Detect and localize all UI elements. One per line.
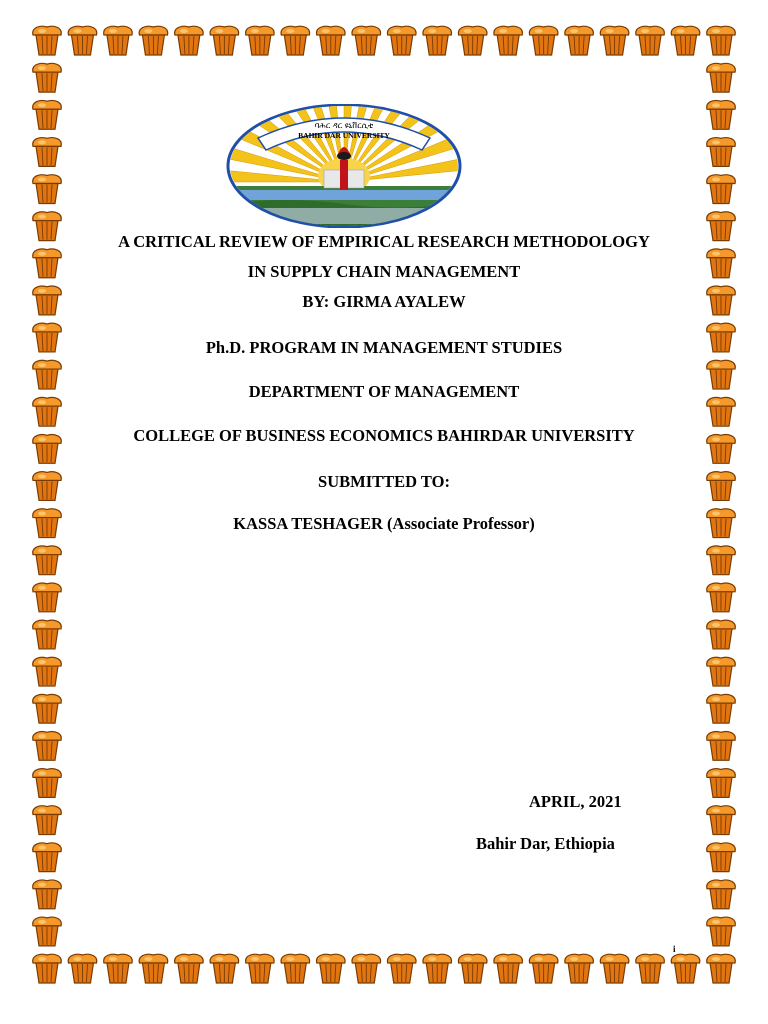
muffin-icon: [529, 954, 558, 983]
muffin-icon: [139, 954, 168, 983]
muffin-icon: [600, 954, 629, 983]
department-line: DEPARTMENT OF MANAGEMENT: [248, 382, 520, 401]
muffin-icon: [458, 954, 487, 983]
muffin-icon: [707, 620, 736, 649]
place-line: Bahir Dar, Ethiopia: [476, 834, 615, 853]
muffin-icon: [707, 694, 736, 723]
muffin-icon: [281, 954, 310, 983]
advisor-name: KASSA TESHAGER: [233, 514, 383, 533]
muffin-icon: [707, 101, 736, 130]
muffin-icon: [281, 26, 310, 55]
muffin-icon: [387, 954, 416, 983]
muffin-icon: [33, 769, 62, 798]
muffin-icon: [33, 843, 62, 872]
advisor-line: [0, 514, 768, 534]
advisor-title: (Associate Professor): [387, 514, 535, 533]
college-line: COLLEGE OF BUSINESS ECONOMICS BAHIRDAR UNIVERSITY: [133, 426, 635, 445]
muffin-icon: [707, 546, 736, 575]
muffin-icon: [33, 175, 62, 204]
muffin-icon: [246, 26, 275, 55]
muffin-icon: [707, 880, 736, 909]
muffin-icon: [352, 26, 381, 55]
muffin-icon: [707, 843, 736, 872]
submitted-to-label: SUBMITTED TO:: [318, 472, 450, 491]
muffin-icon: [317, 954, 346, 983]
muffin-icon: [707, 138, 736, 167]
muffin-icon: [33, 138, 62, 167]
muffin-icon: [387, 26, 416, 55]
muffin-icon: [707, 583, 736, 612]
university-logo: [226, 104, 462, 228]
muffin-icon: [707, 769, 736, 798]
muffin-icon: [33, 620, 62, 649]
muffin-icon: [33, 806, 62, 835]
muffin-icon: [33, 954, 62, 983]
muffin-icon: [33, 694, 62, 723]
muffin-icon: [33, 26, 62, 55]
muffin-icon: [636, 26, 665, 55]
muffin-icon: [707, 806, 736, 835]
logo-amharic-text: ባሕር ዳር ዩኒቨርሲቲ: [314, 121, 374, 130]
muffin-icon: [68, 26, 97, 55]
muffin-icon: [104, 26, 133, 55]
muffin-icon: [458, 26, 487, 55]
title-line-2: IN SUPPLY CHAIN MANAGEMENT: [247, 262, 521, 281]
muffin-icon: [175, 26, 204, 55]
date-line: APRIL, 2021: [529, 792, 622, 811]
muffin-icon: [175, 954, 204, 983]
muffin-icon: [423, 954, 452, 983]
muffin-icon: [352, 954, 381, 983]
muffin-icon: [423, 26, 452, 55]
muffin-icon: [636, 954, 665, 983]
muffin-icon: [317, 26, 346, 55]
muffin-icon: [707, 917, 736, 946]
muffin-icon: [707, 63, 736, 92]
muffin-icon: [33, 880, 62, 909]
muffin-icon: [139, 26, 168, 55]
muffin-icon: [707, 732, 736, 761]
muffin-icon: [33, 917, 62, 946]
muffin-icon: [33, 732, 62, 761]
logo-english-text: BAHIR DAR UNIVERSITY: [298, 131, 390, 140]
muffin-icon: [210, 954, 239, 983]
muffin-icon: [671, 954, 700, 983]
muffin-icon: [33, 63, 62, 92]
muffin-icon: [707, 175, 736, 204]
muffin-icon: [565, 26, 594, 55]
muffin-icon: [246, 954, 275, 983]
muffin-icon: [565, 954, 594, 983]
muffin-icon: [494, 954, 523, 983]
muffin-icon: [33, 101, 62, 130]
muffin-icon: [707, 954, 736, 983]
program-line: Ph.D. PROGRAM IN MANAGEMENT STUDIES: [205, 338, 563, 357]
muffin-icon: [529, 26, 558, 55]
muffin-icon: [33, 657, 62, 686]
page-number: i: [673, 944, 676, 954]
title-line-1: A CRITICAL REVIEW OF EMPIRICAL RESEARCH METHODOLOGY: [118, 232, 650, 251]
muffin-icon: [104, 954, 133, 983]
muffin-icon: [707, 657, 736, 686]
author-line: BY: GIRMA AYALEW: [302, 292, 466, 311]
muffin-icon: [33, 546, 62, 575]
muffin-icon: [210, 26, 239, 55]
muffin-icon: [33, 583, 62, 612]
muffin-icon: [671, 26, 700, 55]
muffin-icon: [494, 26, 523, 55]
muffin-icon: [68, 954, 97, 983]
muffin-icon: [707, 26, 736, 55]
muffin-icon: [600, 26, 629, 55]
